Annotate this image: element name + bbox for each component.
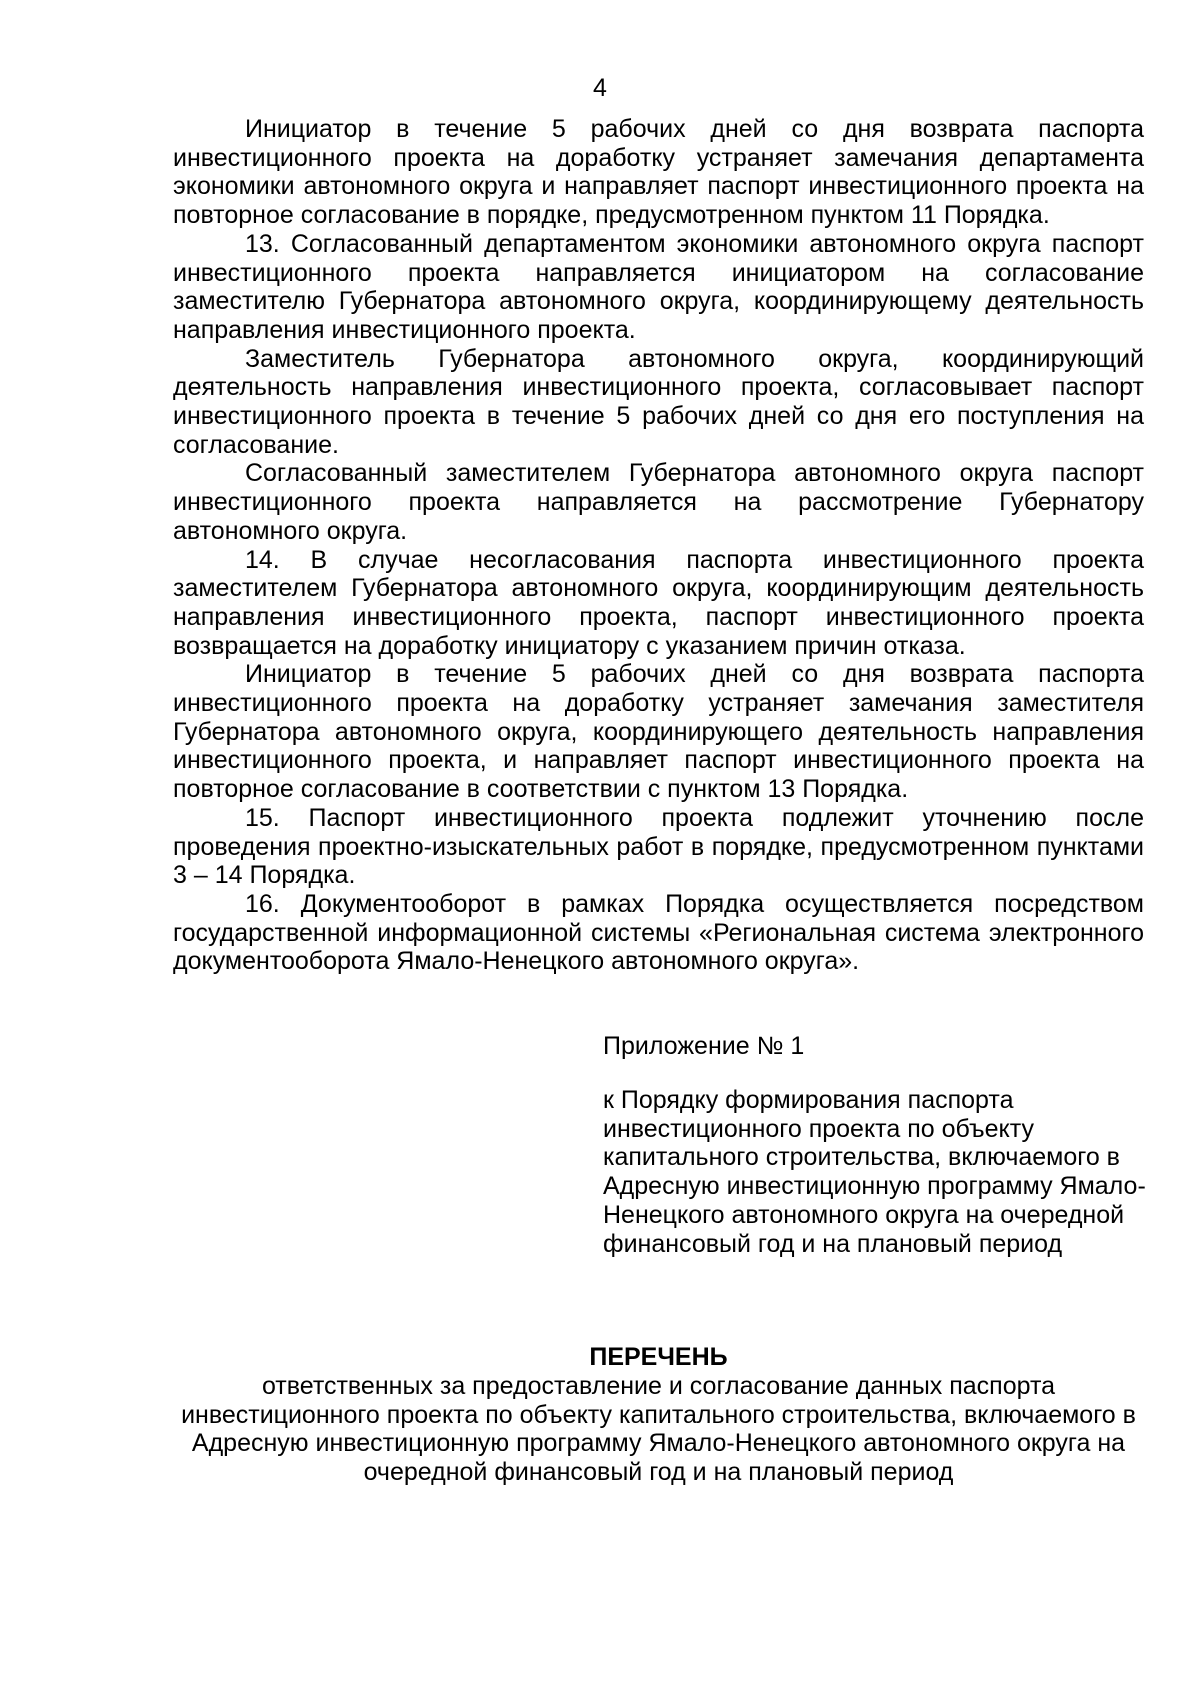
appendix-heading xyxy=(603,1032,1163,1061)
appendix-reference xyxy=(603,1086,1163,1258)
list-subtitle: ответственных за предоставление и согласование данных паспорта инвестиционного проекта по объекту капитального строительства, включаемого в Адресную инвестиционную программу Ямало-Ненецкого автономного округа на очередной финансовый год и на плановый период xyxy=(181,1372,1136,1487)
list-title: ПЕРЕЧЕНЬ xyxy=(589,1343,728,1371)
paragraph: 13. Согласованный департаментом экономики автономного округа паспорт инвестиционного проекта направляется инициатором на согласование заместителю Губернатора автономного округа, координирующему деятельность направления инвестиционного проекта. xyxy=(173,229,1144,344)
paragraph: Инициатор в течение 5 рабочих дней со дня возврата паспорта инвестиционного проекта на доработку устраняет замечания департамента экономики автономного округа и направляет паспорт инвестиционного проекта на повторное согласование в порядке, предусмотренном пунктом 11 Порядка. xyxy=(173,115,1144,230)
appendix-title: Приложение № 1 xyxy=(603,1032,805,1060)
document-body xyxy=(173,115,1144,976)
paragraph: 16. Документооборот в рамках Порядка осуществляется посредством государственной информационной системы «Региональная система электронного документооборота Ямало-Ненецкого автономного округа». xyxy=(173,889,1144,976)
paragraph: 15. Паспорт инвестиционного проекта подлежит уточнению после проведения проектно-изыскательных работ в порядке, предусмотренном пунктами 3 – 14 Порядка. xyxy=(173,803,1144,890)
paragraph: Заместитель Губернатора автономного округа, координирующий деятельность направления инвестиционного проекта, согласовывает паспорт инвестиционного проекта в течение 5 рабочих дней со дня его поступления на согласование. xyxy=(173,344,1144,459)
appendix-subtitle: к Порядку формирования паспорта инвестиционного проекта по объекту капитального строительства, включаемого в Адресную инвестиционную программу Ямало-Ненецкого автономного округа на очередной финансовый год и на плановый период xyxy=(603,1086,1146,1258)
page-number: 4 xyxy=(593,74,607,102)
paragraph: Согласованный заместителем Губернатора автономного округа паспорт инвестиционного проекта направляется на рассмотрение Губернатору автономного округа. xyxy=(173,459,1144,545)
paragraph: Инициатор в течение 5 рабочих дней со дня возврата паспорта инвестиционного проекта на доработку устраняет замечания заместителя Губернатора автономного округа, координирующего деятельность направления инвестиционного проекта, и направляет паспорт инвестиционного проекта на повторное согласование в соответствии с пунктом 13 Порядка. xyxy=(173,660,1144,804)
paragraph: 14. В случае несогласования паспорта инвестиционного проекта заместителем Губернатора автономного округа, координирующим деятельность направления инвестиционного проекта, паспорт инвестиционного проекта возвращается на доработку инициатору с указанием причин отказа. xyxy=(173,545,1144,660)
